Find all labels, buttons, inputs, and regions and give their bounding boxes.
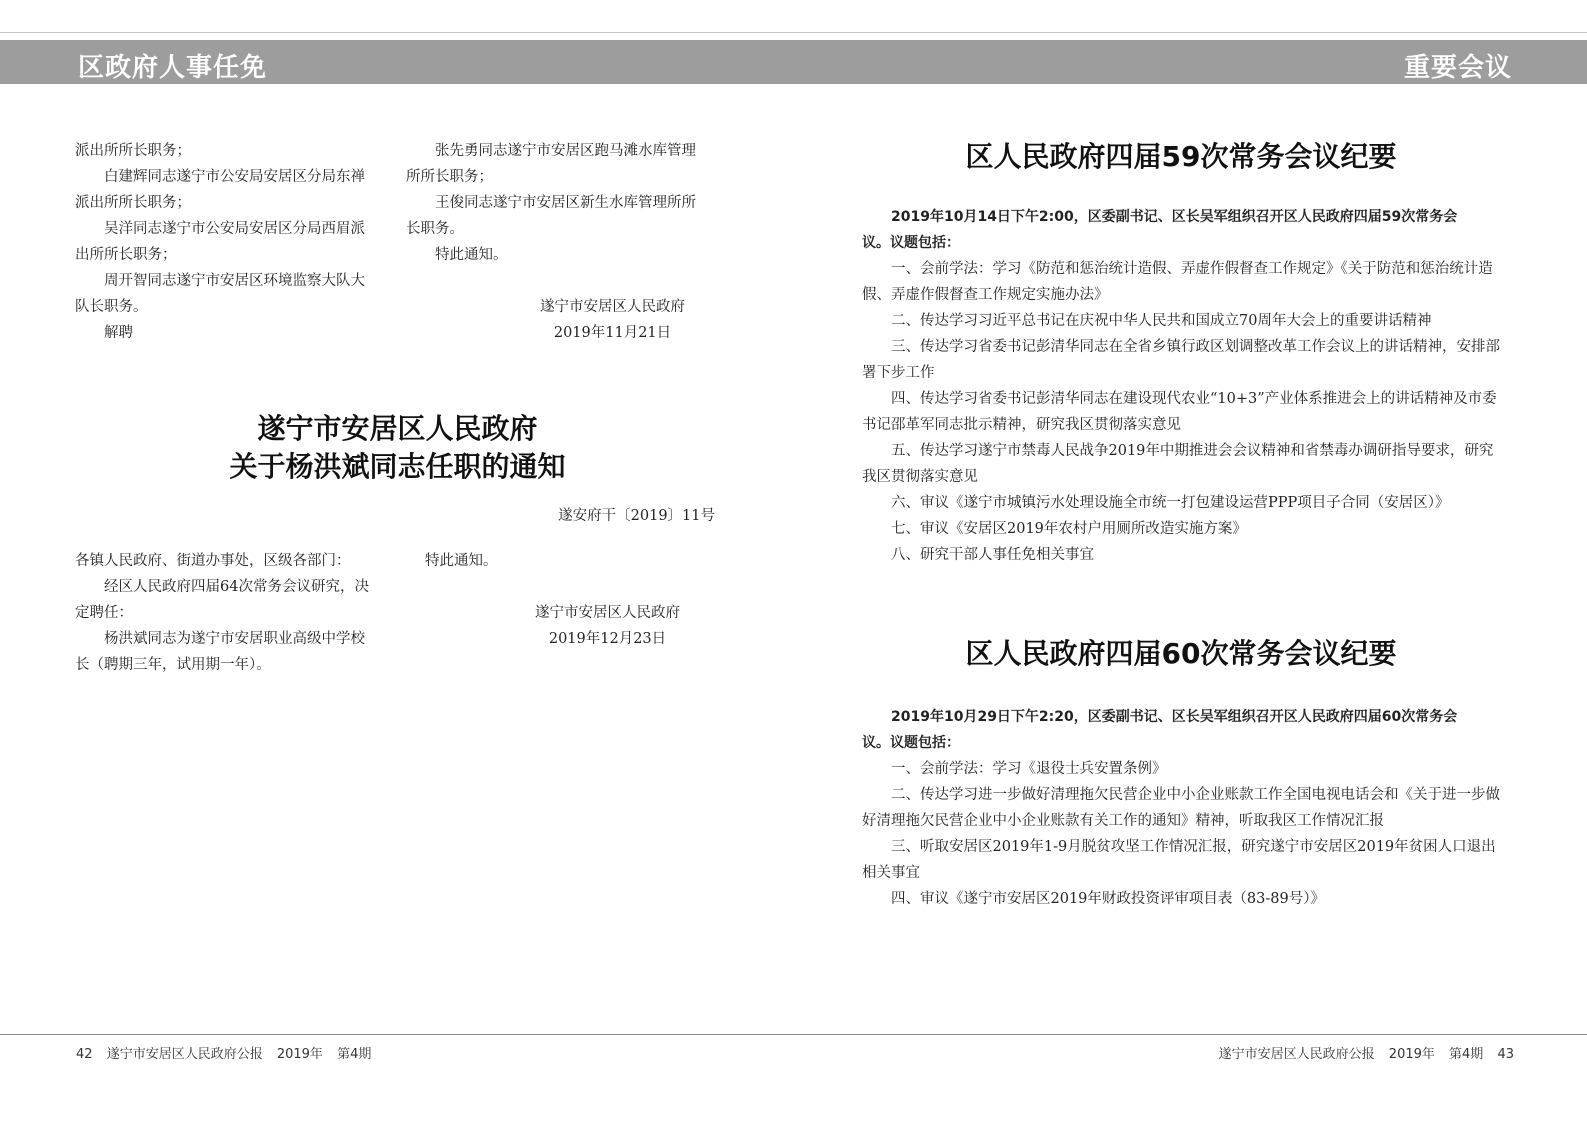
publication-issue: 第4期: [337, 1047, 372, 1062]
text-line: 特此通知。: [435, 247, 508, 263]
notice-title-line2: 关于杨洪斌同志任职的通知: [229, 450, 566, 483]
signature-date: 2019年12月23日: [548, 631, 667, 647]
agenda-item: 七、审议《安居区2019年农村户用厕所改造实施方案》: [891, 521, 1247, 537]
meeting-60-body: [862, 704, 1500, 912]
agenda-item: 一、会前学法：学习《防范和惩治统计造假、弄虚作假督查工作规定》《关于防范和惩治统计造假、弄虚作假督查工作规定实施办法》: [862, 261, 1493, 303]
footer-right: [1209, 1043, 1514, 1062]
text-line: 经区人民政府四届64次常务会议研究，决: [104, 579, 369, 595]
publication-name: 遂宁市安居区人民政府公报: [106, 1047, 263, 1062]
text-line: 杨洪斌同志为遂宁市安居职业高级中学校: [104, 631, 365, 647]
publication-name: 遂宁市安居区人民政府公报: [1218, 1047, 1375, 1062]
text-line: 派出所所长职务；: [75, 143, 191, 159]
left-column-1: [75, 138, 395, 346]
page-number-left: 42: [76, 1047, 93, 1062]
meeting-lead: 2019年10月29日下午2:20，区委副书记、区长吴军组织召开区人民政府四届60次常务会: [891, 709, 1458, 725]
text-line: 白建辉同志遂宁市公安局安居区分局东禅: [104, 169, 365, 185]
meeting-59-title: 区人民政府四届59次常务会议纪要: [965, 140, 1397, 173]
notice-closing: 特此通知。: [425, 553, 498, 569]
agenda-item: 三、传达学习省委书记彭清华同志在全省乡镇行政区划调整改革工作会议上的讲话精神，安排部署下步工作: [862, 339, 1500, 381]
top-rule: [0, 32, 1587, 33]
agenda-item: 一、会前学法：学习《退役士兵安置条例》: [891, 761, 1167, 777]
meeting-59-body: [862, 204, 1500, 568]
text-line: 周开智同志遂宁市安居区环境监察大队大: [104, 273, 365, 289]
text-line: 出所所长职务；: [75, 247, 177, 263]
text-line: 长职务。: [406, 221, 464, 237]
signature-org: 遂宁市安居区人民政府: [540, 299, 685, 315]
signature-block-2: [495, 600, 720, 652]
agenda-item: 八、研究干部人事任免相关事宜: [891, 547, 1094, 563]
left-section-title: 区政府人事任免: [78, 53, 268, 83]
agenda-item: 四、审议《遂宁市安居区2019年财政投资评审项目表（83-89号）》: [891, 891, 1325, 907]
right-section-title: 重要会议: [1403, 53, 1512, 83]
agenda-item: 四、传达学习省委书记彭清华同志在建设现代农业“10+3”产业体系推进会上的讲话精神及市委书记邵革军同志批示精神，研究我区贯彻落实意见: [862, 391, 1497, 433]
text-line: 各镇人民政府、街道办事处，区级各部门：: [75, 553, 351, 569]
publication-issue: 第4期: [1449, 1047, 1484, 1062]
meeting-lead: 2019年10月14日下午2:00，区委副书记、区长吴军组织召开区人民政府四届59次常务会: [891, 209, 1458, 225]
footer-left: [76, 1043, 381, 1062]
publication-year: 2019年: [1388, 1047, 1435, 1062]
signature-date: 2019年11月21日: [553, 325, 672, 341]
left-column-2: [406, 138, 726, 268]
text-line: 派出所所长职务；: [75, 195, 191, 211]
doc-number: 遂安府干〔2019〕11号: [558, 508, 715, 524]
meeting-60-title: 区人民政府四届60次常务会议纪要: [965, 637, 1397, 670]
text-line: 吴洋同志遂宁市公安局安居区分局西眉派: [104, 221, 365, 237]
meeting-lead: 议。议题包括：: [862, 735, 960, 751]
text-line: 解聘: [104, 325, 133, 341]
text-line: 王俊同志遂宁市安居区新生水库管理所所: [435, 195, 696, 211]
notice-title-line1: 遂宁市安居区人民政府: [257, 412, 538, 445]
page-number-right: 43: [1497, 1047, 1514, 1062]
meeting-lead: 议。议题包括：: [862, 235, 960, 251]
footer-rule: [0, 1034, 1587, 1035]
text-line: 所所长职务；: [406, 169, 493, 185]
notice-column-1: [75, 548, 395, 678]
notice-title: [75, 410, 720, 486]
signature-org: 遂宁市安居区人民政府: [535, 605, 680, 621]
agenda-item: 五、传达学习遂宁市禁毒人民战争2019年中期推进会会议精神和省禁毒办调研指导要求，研究我区贯彻落实意见: [862, 443, 1494, 485]
agenda-item: 六、审议《遂宁市城镇污水处理设施全市统一打包建设运营PPP项目子合同（安居区）》: [891, 495, 1450, 511]
signature-block-1: [500, 294, 725, 346]
agenda-item: 二、传达学习进一步做好清理拖欠民营企业中小企业账款工作全国电视电话会和《关于进一步做好清理拖欠民营企业中小企业账款有关工作的通知》精神，听取我区工作情况汇报: [862, 787, 1500, 829]
agenda-item: 二、传达学习习近平总书记在庆祝中华人民共和国成立70周年大会上的重要讲话精神: [891, 313, 1432, 329]
text-line: 队长职务。: [75, 299, 148, 315]
text-line: 长（聘期三年，试用期一年）。: [75, 657, 271, 673]
publication-year: 2019年: [276, 1047, 323, 1062]
agenda-item: 三、听取安居区2019年1-9月脱贫攻坚工作情况汇报，研究遂宁市安居区2019年贫困人口退出相关事宜: [862, 839, 1496, 881]
text-line: 张先勇同志遂宁市安居区跑马滩水库管理: [435, 143, 696, 159]
text-line: 定聘任：: [75, 605, 133, 621]
